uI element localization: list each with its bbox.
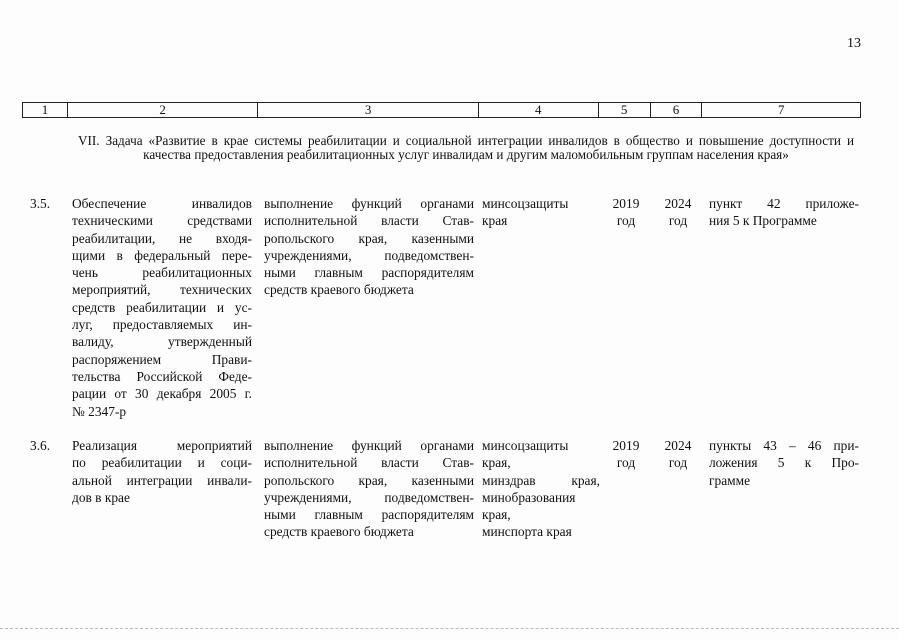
executor-line: средств краевого бюджета: [264, 282, 414, 298]
executor-line: исполнительной власти Став-: [264, 455, 474, 471]
responsible: [482, 437, 600, 541]
end-year: [654, 437, 702, 472]
program-reference-line: ния 5 к Программе: [709, 213, 817, 229]
executor: [264, 195, 474, 299]
measure-name-line: дов в крае: [72, 489, 130, 505]
executor-line: выполнение функций органами: [264, 438, 474, 453]
program-reference-line: ложения 5 к Про-: [709, 455, 859, 471]
program-reference: [709, 195, 859, 230]
responsible-line: края,: [482, 507, 511, 523]
responsible-line: минобразования: [482, 489, 576, 505]
end-year-line: 2024: [664, 196, 692, 211]
executor-line: учреждениями, подведомствен-: [264, 247, 474, 263]
row-number: 3.6.: [30, 438, 51, 453]
section-title: VII. Задача «Развитие в крае системы реабилитации и социальной интеграции инвалидов в общество и повышение доступности и качества предоставления реабилитационных услуг инвалидам и другим маломобильным группам населения края»: [78, 133, 854, 162]
end-year-line: год: [668, 213, 688, 229]
responsible-line: края: [482, 213, 508, 229]
measure-name-line: валиду, утвержденный: [72, 334, 252, 350]
program-reference-line: пункты 43 – 46 при-: [709, 438, 859, 453]
measure-name-line: чень реабилитационных: [72, 265, 252, 281]
measure-name-line: тельства Российской Феде-: [72, 368, 252, 384]
measure-name: [72, 195, 252, 420]
executor-line: учреждениями, подведомствен-: [264, 489, 474, 505]
measure-name-line: техническими средствами: [72, 213, 252, 229]
table-header-cell: 2: [68, 103, 259, 117]
start-year: [602, 437, 650, 472]
measure-name-line: по реабилитации и соци-: [72, 455, 252, 471]
measure-name-line: Реализация мероприятий: [72, 438, 252, 453]
table-header-row: [22, 102, 861, 118]
executor-line: ными главным распорядителям: [264, 265, 474, 281]
table-header-cell: 5: [599, 103, 651, 117]
executor-line: средств краевого бюджета: [264, 524, 414, 540]
table-header-cell: 4: [479, 103, 599, 117]
executor-line: ропольского края, казенными: [264, 230, 474, 246]
measure-name-line: реабилитации, не входя-: [72, 230, 252, 246]
responsible-line: края,: [482, 455, 511, 471]
measure-name-line: мероприятий, технических: [72, 282, 252, 298]
start-year-line: 2019: [612, 196, 640, 211]
table-header-cell: 3: [258, 103, 478, 117]
row-number: 3.5.: [30, 196, 51, 211]
program-reference-line: грамме: [709, 472, 751, 488]
measure-name-line: щими в федеральный пере-: [72, 247, 252, 263]
table-header-cell: 6: [651, 103, 703, 117]
program-reference: [709, 437, 859, 489]
responsible-line: минсоцзащиты: [482, 196, 569, 211]
executor: [264, 437, 474, 541]
responsible-line: минспорта края: [482, 524, 572, 540]
end-year: [654, 195, 702, 230]
measure-name-line: Обеспечение инвалидов: [72, 196, 252, 211]
executor-line: исполнительной власти Став-: [264, 213, 474, 229]
end-year-line: год: [668, 455, 688, 471]
executor-line: выполнение функций органами: [264, 196, 474, 211]
table-header-cell: 1: [23, 103, 68, 117]
table-header-cell: 7: [777, 102, 785, 117]
responsible: [482, 195, 600, 230]
start-year-line: год: [616, 213, 636, 229]
start-year: [602, 195, 650, 230]
measure-name-line: альной интеграции инвали-: [72, 472, 252, 488]
responsible-line: минздрав края,: [482, 472, 600, 488]
start-year-line: год: [616, 455, 636, 471]
measure-name-line: луг, предоставляемых ин-: [72, 317, 252, 333]
scan-edge-divider: [0, 628, 899, 632]
measure-name-line: распоряжением Прави-: [72, 351, 252, 367]
measure-name-line: № 2347-р: [72, 403, 127, 419]
program-reference-line: пункт 42 приложе-: [709, 196, 859, 211]
executor-line: ропольского края, казенными: [264, 472, 474, 488]
page-number: 13: [847, 36, 861, 51]
measure-name-line: рации от 30 декабря 2005 г.: [72, 386, 252, 402]
responsible-line: минсоцзащиты: [482, 438, 569, 453]
measure-name: [72, 437, 252, 506]
measure-name-line: средств реабилитации и ус-: [72, 299, 252, 315]
executor-line: ными главным распорядителям: [264, 507, 474, 523]
end-year-line: 2024: [664, 438, 692, 453]
start-year-line: 2019: [612, 438, 640, 453]
